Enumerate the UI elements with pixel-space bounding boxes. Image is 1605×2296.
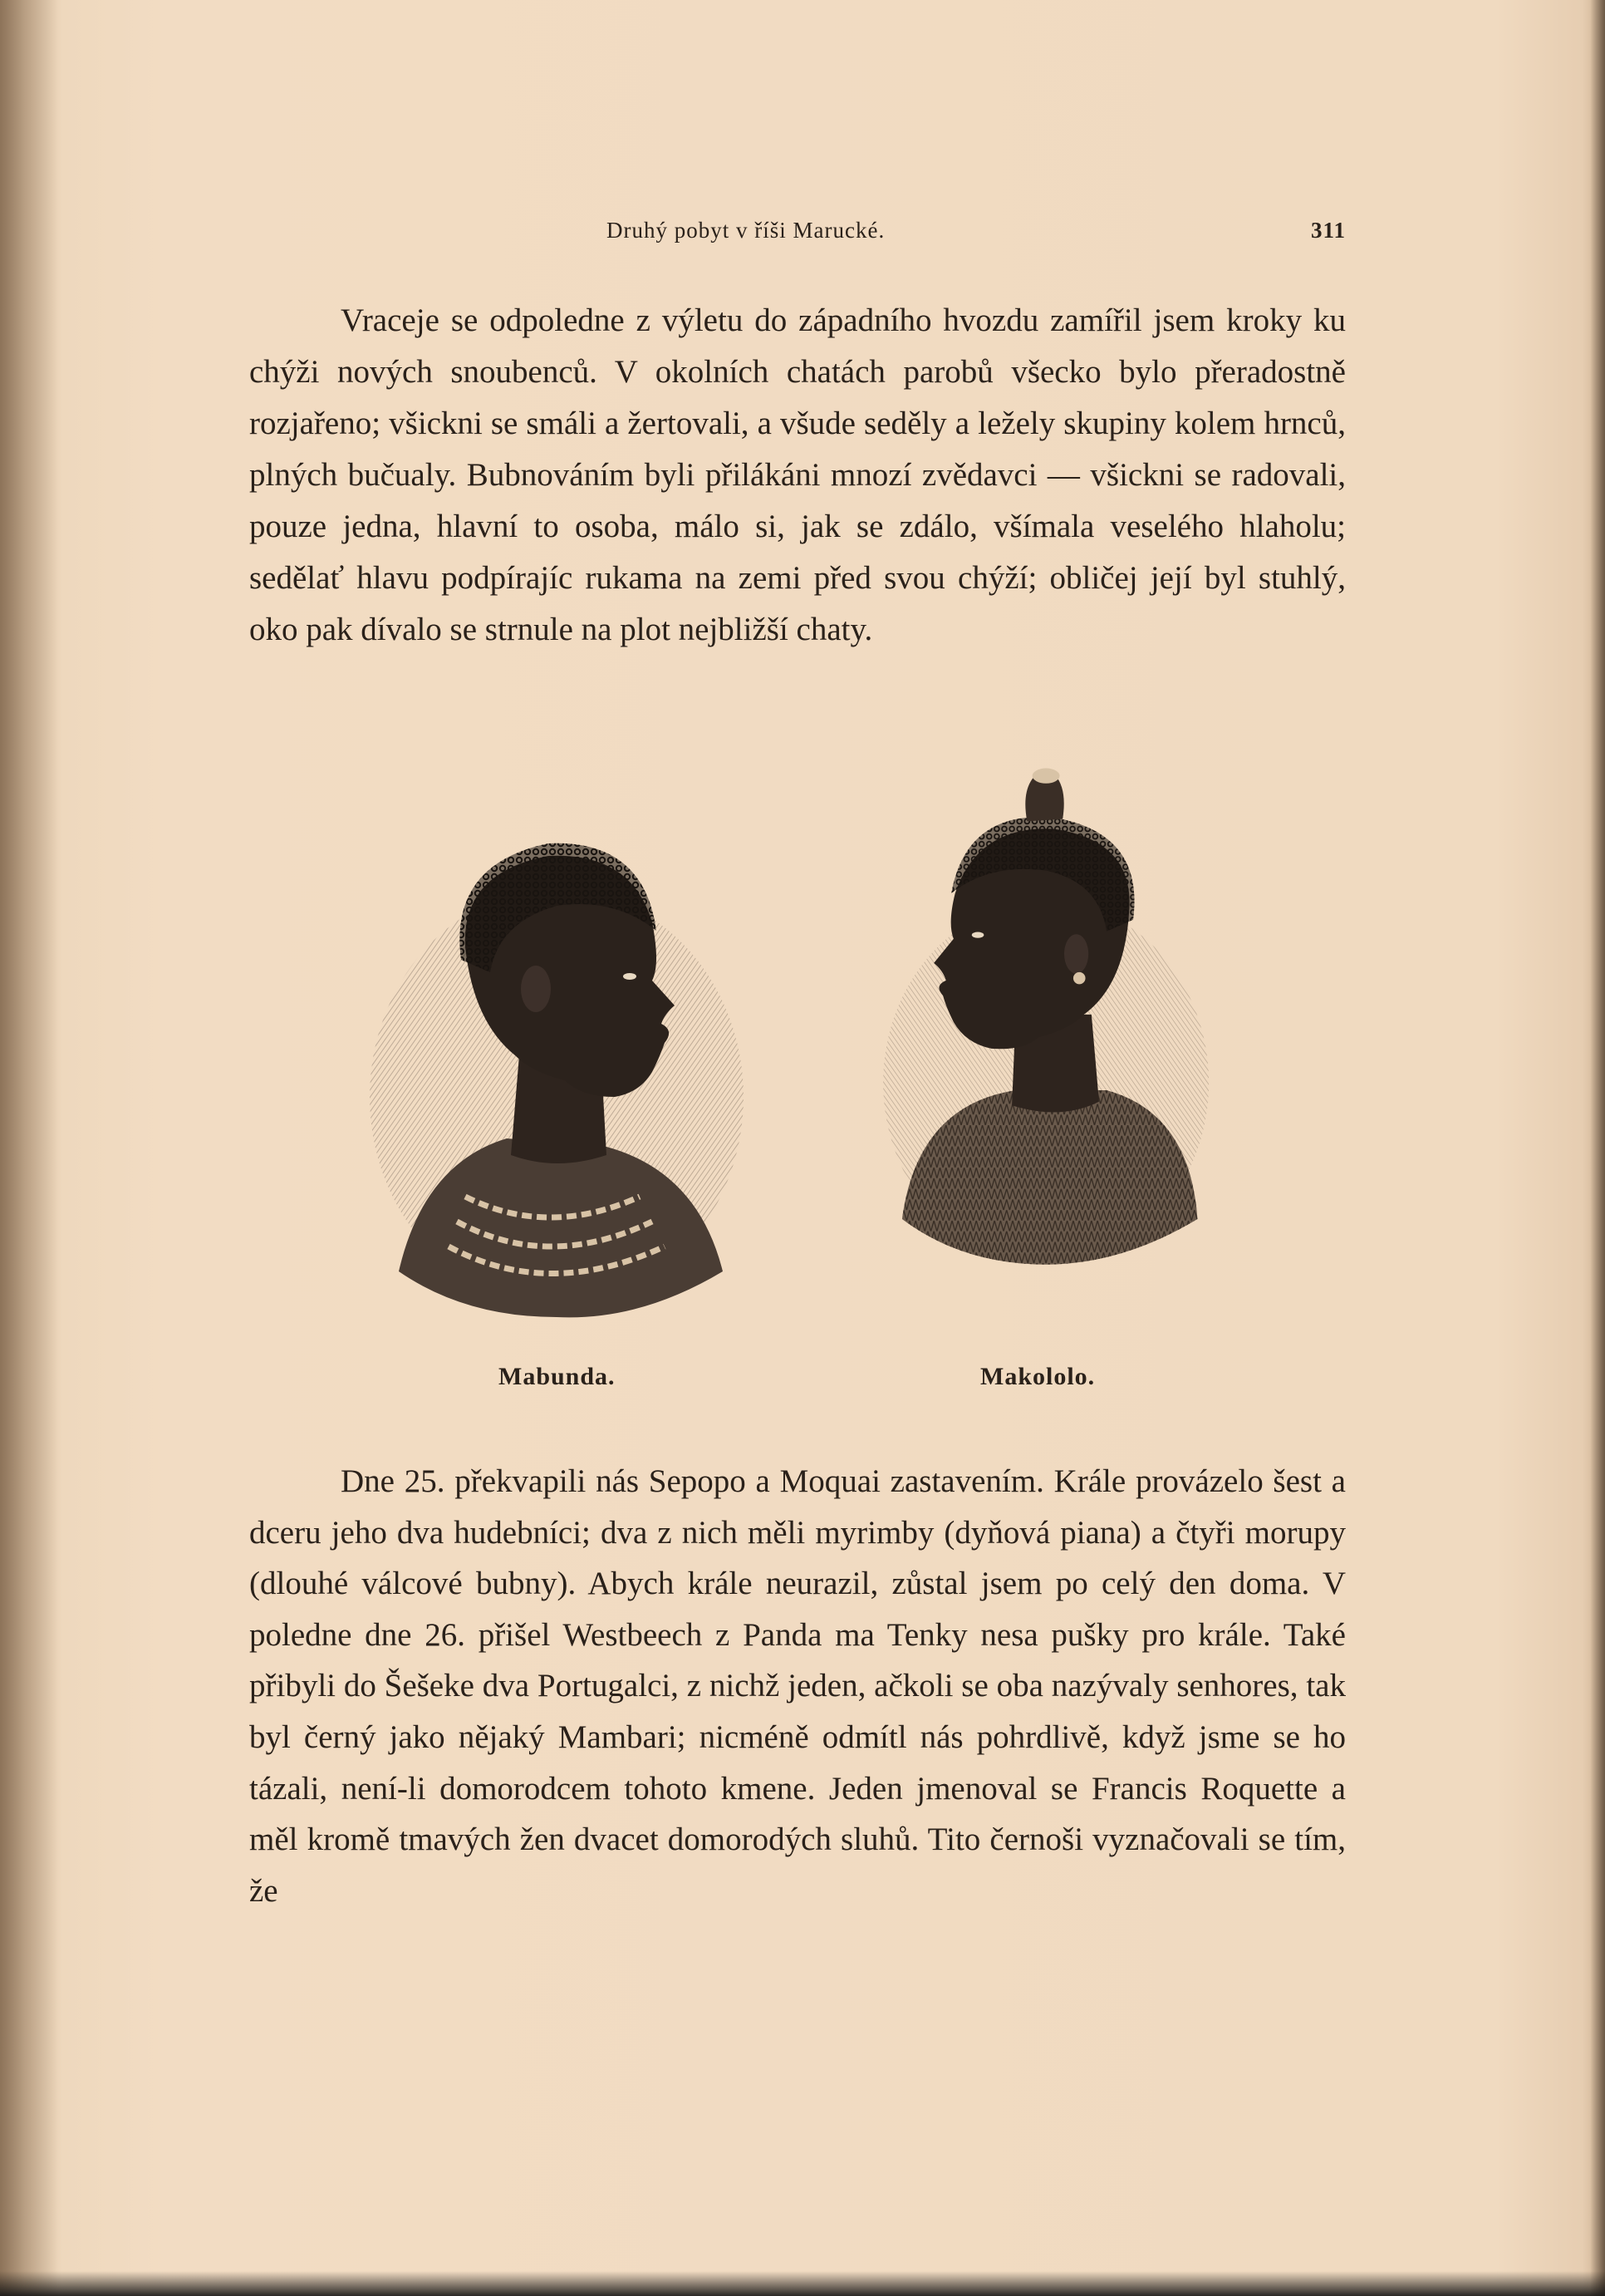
page-number: 311 [1310, 218, 1346, 243]
page-edge-shadow [1590, 0, 1605, 2296]
paragraph-2 [249, 1456, 1346, 1916]
paragraph-1 [249, 295, 1346, 656]
paragraph-text: Dne 25. překvapili nás Sepopo a Moquai zastavením. Krále provázelo šest a dceru jeho dva hudebníci; dva z nich měli myrimby (dyňová piana) a čtyři morupy (dlouhé válcové bubny). Abych krále neurazil, zůstal jsem po celý den doma. V poledne dne 26. přišel Westbeech z Panda ma Tenky nesa pušky pro krále. Také přibyli do Šešeke dva Portugalci, z nichž jeden, ačkoli se oba nazývaly senhores, tak byl černý jako nějaký Mambari; nicméně odmítl nás pohrdlivě, když jsme se ho tázali, není-li domorodcem tohoto kmene. Jeden jmenoval se Francis Roquette a měl kromě tmavých žen dvacet domorodých sluhů. Tito černoši vyznačovali se tím, že [249, 1463, 1346, 1909]
paragraph-text: Vraceje se odpoledne z výletu do západního hvozdu zamířil jsem kroky ku chýži nových snoubenců. V okolních chatách parobů všecko bylo přeradostně rozjařeno; všickni se smáli a žertovali, a všude seděly a ležely skupiny kolem hrnců, plných bučualy. Bubnováním byli přilákáni mnozí zvědavci — všickni se radovali, pouze jedna, hlavní to osoba, málo si, jak se zdálo, všímala veselého hlaholu; sedělať hlavu podpírajíc rukama na zemi před svou chýží; obličej její byl stuhlý, oko pak dívalo se strnule na plot nejbližší chaty. [249, 302, 1346, 647]
spine-shadow [0, 0, 58, 2296]
figure-caption-right: Makololo. [980, 1363, 1096, 1390]
mabunda-portrait-illustration [366, 806, 748, 1321]
page-bottom-edge [0, 2271, 1605, 2296]
portrait-figure [349, 748, 1263, 1413]
running-head [249, 218, 1346, 251]
makololo-portrait-illustration [847, 765, 1230, 1280]
figure-caption-left: Mabunda. [498, 1363, 616, 1390]
running-head-title: Druhý pobyt v říši Marucké. [606, 218, 886, 243]
